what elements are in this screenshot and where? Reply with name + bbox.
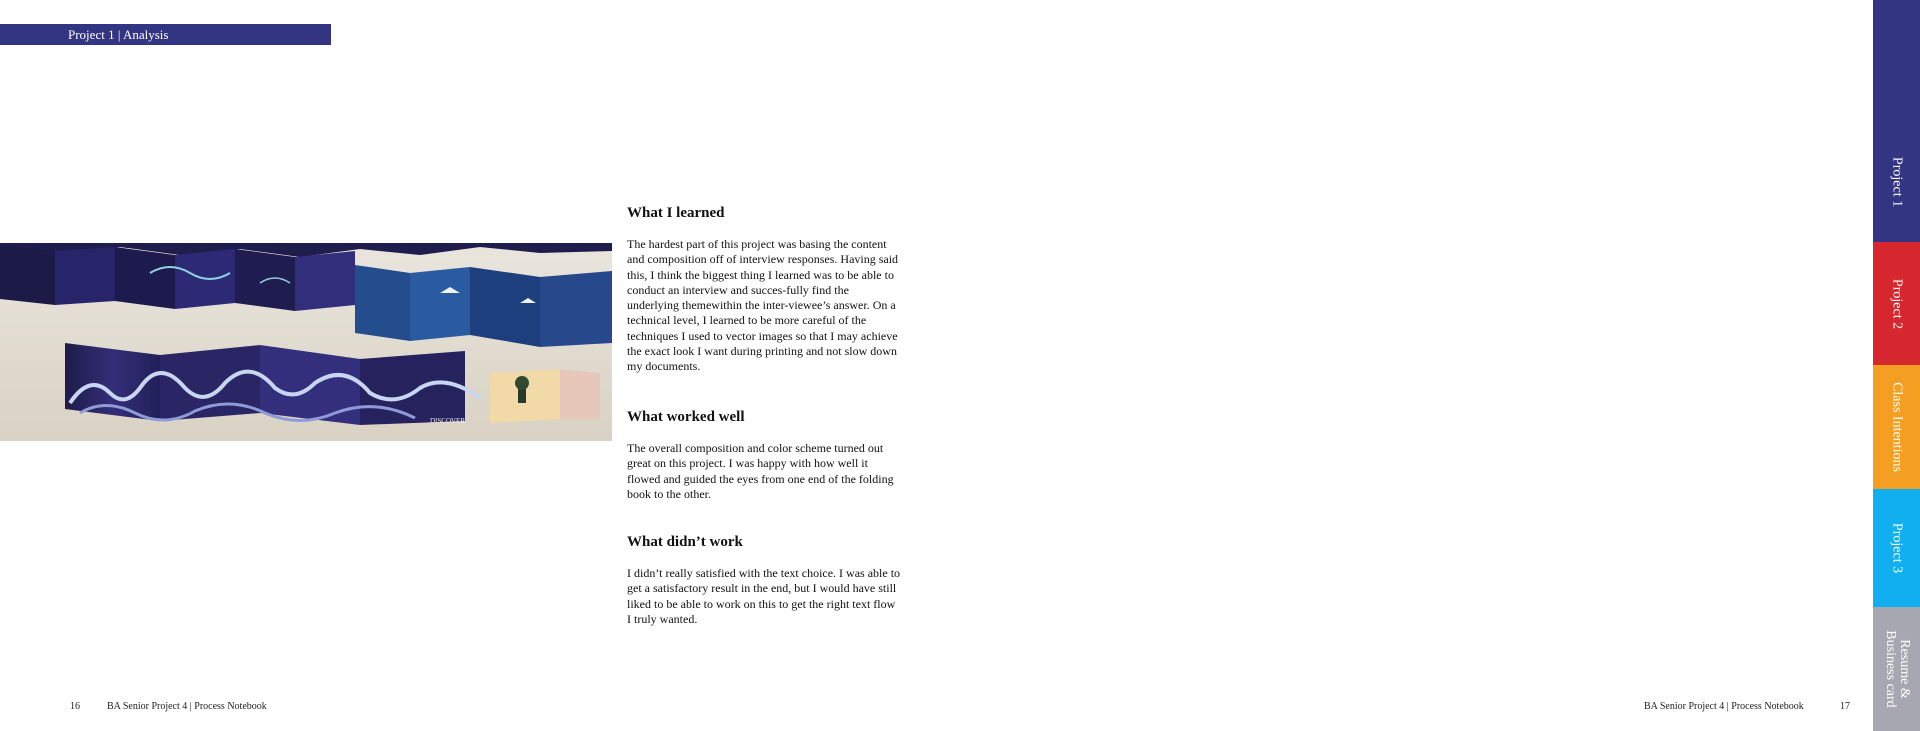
tab-label: Project 1 <box>1889 156 1904 207</box>
tab-project-1[interactable] <box>1873 121 1920 242</box>
section-heading: What didn’t work <box>627 534 743 550</box>
left-footer-title: BA Senior Project 4 | Process Notebook <box>107 701 267 712</box>
section-what-worked-well <box>627 408 902 502</box>
right-page-number: 17 <box>1840 701 1850 712</box>
section-header-bar <box>0 24 331 45</box>
tab-label: Project 3 <box>1889 522 1904 574</box>
tab-resume-business-card[interactable] <box>1873 607 1920 731</box>
tab-label: Resume & Business card <box>1882 630 1912 708</box>
section-what-i-learned <box>627 204 902 375</box>
section-body: I didn’t really satisfied with the text choice. I was able to get a satisfactory result in the end, but I would have still liked to be able to work on this to get the right text flow I truly wanted. <box>627 566 901 626</box>
left-page-number: 16 <box>70 701 80 712</box>
tab-project-3[interactable] <box>1873 489 1920 607</box>
tab-label: Class Intentions <box>1889 382 1904 472</box>
section-what-didnt-work <box>627 533 902 627</box>
folding-book-photo <box>0 243 612 441</box>
section-heading: What worked well <box>627 409 745 425</box>
section-heading: What I learned <box>627 205 725 221</box>
photo-illustration <box>0 243 612 441</box>
tab-project-2[interactable] <box>1873 242 1920 365</box>
right-footer-title: BA Senior Project 4 | Process Notebook <box>1644 701 1804 712</box>
tab-label: Project 2 <box>1889 278 1904 329</box>
photo-caption-text: DISCOVER <box>430 417 466 425</box>
tab-top-spacer <box>1873 0 1920 121</box>
section-body: The hardest part of this project was basing the content and composition off of interview responses. Having said this, I think the biggest thing I learned was to be able to conduct an interview and succes-fully find the underlying themewithin the inter-viewee’s answer. On a technical level, I learned to be more careful of the techniques I used to vector images so that I may achieve the exact look I want during printing and not slow down my documents. <box>627 237 899 374</box>
section-header-label: Project 1 | Analysis <box>68 27 169 42</box>
section-tabs <box>1873 0 1920 731</box>
tab-class-intentions[interactable] <box>1873 365 1920 489</box>
section-body: The overall composition and color scheme turned out great on this project. I was happy with how well it flowed and guided the eyes from one end of the folding book to the other. <box>627 441 894 501</box>
